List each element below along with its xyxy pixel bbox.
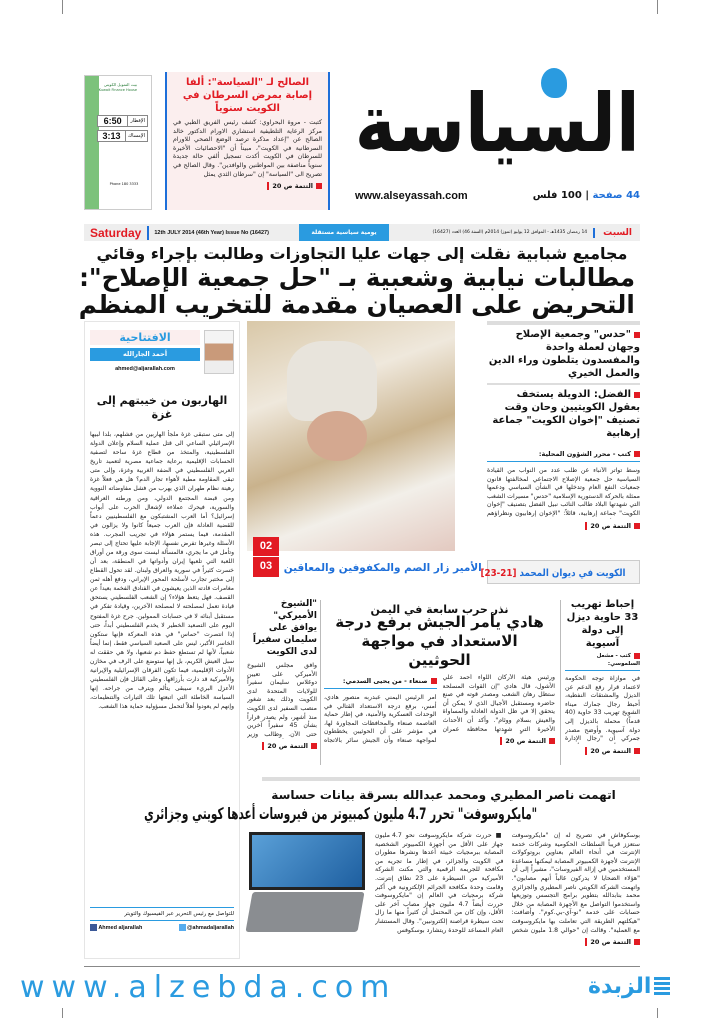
crop-mark [657,0,658,14]
alzebda-url[interactable]: www.alzebda.com [20,970,397,1005]
microsoft-headline[interactable]: "مايكروسوفت" تحرر 4.7 مليون كمبيوتر من فيروسات أعدها كويتي وجزائري [143,804,537,823]
side-stories [487,321,640,531]
tagline: يومية سياسية مستقلة [299,224,388,241]
day-en: Saturday [84,226,149,240]
prayer-row: 3:13 الإمساك [97,130,148,142]
day-ar: السبت [593,228,640,238]
microsoft-body-2: بوسكوفاش في تصريح له إن "مايكروسوفت ستعزز قريباً السلطات الحكومية وشركات خدمة الإنترنت في أنحاء العالم بعناوين بروتوكولات الإنترنت لأجهزة الكمبيوتر المصابة ليمكنها مساعدة المستخدمين في إزالة الفيروسات"، مشيراً إلى أن "هؤلاء الضحايا لا يدركون غالباً أنهم مصابون". واتهمت الشركة الكويتي ناصر المطيري والجزائري محمد بنابدالله بتطوير برامج التجسس وتوزيعها واستخدموا التواصل مع الأجهزة المصابة من خلال حسابات على خدمة "نو-آي-بي.كوم". وأضافت: "هيكلتهم الطريقة التي تعاملت بها مايكروسوفت مع العملية". وقالت إن "حوالي 1.8 مليون شخص [511,832,640,934]
side-headline-1[interactable]: "حدس" وجمعية الإصلاح وجهان لعملة واحدة والمفسدون يتلطون وراء الدين والعمل الخيري [488,329,640,379]
photo-page-badge[interactable]: 02 03 [253,537,279,577]
side-byline: كتب - محرر الشؤون المحلية: [538,450,631,458]
date-ar: 14 رمضان 1435هـ - الموافق 12 يوليو (تموز) 2014م (السنة 46) العدد (16427) [432,230,588,235]
photo-caption: الأمير زار الصم والمكفوفين والمعاقين [284,562,482,574]
newspaper-logo: السياسة [355,77,640,170]
senate-story: "الشيوخ الأميركي" يوافق على سليمان سفيراً لدى الكويت وافق مجلس الشيوخ الأميركي على تعيين دوغلاس سليمان سفيراً للولايات المتحدة لدى الكويت وذلك بعد شغور منصب السفير لدى الكويت منذ أشهر، ولم يصدر قراراً بشأن 45 سفيراً آخرين حتى الآن. وطالب وزير التتمة ص 20 [247,599,317,751]
twitter-link[interactable]: @ahmadaljarallah [179,924,234,933]
column-divider [560,600,561,765]
emir-photo [247,321,455,551]
teaser-body: كتبت - مروة البحراوي: كشف رئيس الفريق الطبي في مركز الرعاية التلطيفية استشاري الاورام الدكتور خالد الصالح عن "إعداد مذكرة ترصد الوضع الصحي للاورام السرطانية في الكويت"، مبيناً أن "الاحصائيات الأخيرة للسرطان في الكويت أكدت تسجيل ألفي حالة جديدة سنوياً مناصفة بين المواطنين والوافدين". وقال الصالح في تصريح الى "السياسة" إن "سرطان الثدي يمثل [173,119,322,178]
price: 100 فلس [532,190,582,201]
laptop-keyboard-image [247,832,367,936]
date-en: 12th JULY 2014 (46th Year) Issue No (16427) [154,229,269,236]
senate-body: وافق مجلس الشيوخ الأميركي على تعيين دوغلاس سليمان سفيراً للولايات المتحدة لدى الكويت وذلك بعد شغور منصب السفير لدى الكويت منذ أشهر، ولم يصدر قراراً بشأن 45 سفيراً آخرين حتى الآن. وطالب وزير [247,662,317,738]
menu-lines-icon [654,977,670,997]
phone: Phone 180 3333 [109,182,139,186]
website-link[interactable]: www.alseyassah.com [355,190,468,202]
yemen-headline[interactable]: هادي يأمر الجيش برفع درجة الاستعداد في مواجهة الحوثيين [335,613,544,669]
divider [262,777,640,781]
prayer-times-ad [84,75,152,210]
crop-mark [62,0,63,14]
column-divider [320,600,321,765]
editorial-title[interactable]: الهاربون من خيبتهم إلى غزة [96,394,228,421]
yemen-story: نذر حرب سابعة في اليمن هادي يأمر الجيش برفع درجة الاستعداد في مواجهة الحوثيين صنعاء - من يحيى السدمي: أمر الرئيس اليمني عبدربه منصور هادي، أمس، برفع درجة الاستعداد القتالي في الوحدات العسكرية والأمنية، في إطار حماية العاصمة صنعاء والمحافظات المجاورة لها، في مؤشر على أن الحوثيين يخططون لمواجهة صنعاء وأن الجيش سائر بالاتجاه ورئيس هيئة الأركان اللواء أحمد علي الأشول، قال هادي "إن القوات المسلحة ستظل رهان الشعب ومصدر قوته في صنع حاضره ومستقبل الأجيال الذي لا يمكن أن يتحقق إلا في ظل الدولة العادلة والمساواة والعيش بسلام ووئام". وأكد أن الأحداث الأخيرة التي شهدتها محافظة عمران التتمة ص 20 [324,603,555,746]
yemen-byline: صنعاء - من يحيى السدمي: [342,677,428,685]
yemen-body-2: ورئيس هيئة الأركان اللواء أحمد علي الأشول، قال هادي "إن القوات المسلحة ستظل رهان الشعب ومصدر قوته في صنع حاضره ومستقبل الأجيال الذي لا يمكن أن يتحقق إلا في ظل الدولة العادلة والمساواة والعيش بسلام ووئام". وأكد أن الأحداث الأخيرة التي شهدتها محافظة عمران [442,674,555,733]
diwan-box[interactable]: الكويت في ديوان المحمد [21-23] [487,560,640,584]
smuggling-headline[interactable]: إحباط تهريب 33 حاوية ديزل إلى دولة آسيوية [566,599,639,649]
crop-mark [62,1008,63,1018]
facebook-link[interactable]: Ahmed aljarallah [90,924,142,933]
author-photo [204,330,234,374]
facebook-icon [90,924,97,931]
editorial-body: إلى متى ستبقى غزة ملجأ الهاربين من فشلهم، بلدا لبيها الإسرائيلي الساعي الى قتل عملية السلام وإعلان الدولة الفلسطينية، والمتخذ من قطاع غزة ساحة لتصفية الحسابات الإقليمية برعاية جماعية مصرية لتعميد تاريخ العربي الفلسطيني في الضفة الغربية وغزة، وإلى متى تبقى المقاومة مطية لأهواء تجار الدم؟ هل هي فعلاً غزة رهينة نظام طهران الذي يهرب من فشل مفاوضاته النووية ومن قبضة المجتمع الدولي، ومن ورطته العراقية والسورية، فيحرك عملاءه لإشعال الحرب على أبواب إسرائيل؟ أما العرب المشتبكون مع الفلسطينيين دعماً للقضية العادلة فإن العرب جميعاً كانوا ولا يزالون في المقدمة، فيما يستمر هؤلاء في تجريب المجرب. هذه الأسئلة وغيرها تفرض نفسها، الإجابة عليها تحتاج إلى تبصر وتأمل في ما يجري، فالمسألة ليست سوى ورقة من أوراق اللعبة التي تلعبها إيران وأدواتها في المنطقة، بعد أن خسرت كثيراً في سورية والعراق ولبنان. لقد تحول القطاع إلى مختبر تجارب لأسلحة المحور الإيراني، ودفع أهله ثمن مغامرات قادته الذين يعيشون في الفنادق الفخمة بعيداً عن القصف. فهل يتعظ هؤلاء؟ إن الشعب الفلسطيني يستحق قيادة تعمل لمصلحته لا لمصلحة الآخرين، وقيادة تفكر في مستقبل أبنائه لا في حسابات الممولين. جرح غزة المفتوح اليوم على التصعيد الخطير لا يخدم الفلسطيني أبداً، حتى إذا انتصرت "حماس" في هذه المعركة فإنها ستكون الخاسر الأكبر، ليس على الصعيد السياسي فقط، إنما أيضاً شعبياً، لأنها لم تستطع حفظ دم شعبها، ولا هي حققت له سبل العيش الكريم، بل إنها ستوضع على الرف في مخازن الأدوات الإقليمية، فيما تكون الفرقان الإسرائيلية والإيرانية والأميركية قد دارت بأرزاقها. وعلى القائل فإن الفلسطيني الأعزل البريء سيبقى يتألم ويترف من جراحه. إنها السياسة الخاطئة التي اتبعتها تلك التيارات والتنظيمات، وإنهم لم يعودوا أهلاً لتحمل مسؤولية حماية هذا الشعب. [90,431,234,711]
bank-name: بيت التمويل الكويتي [103,82,137,87]
masthead: السياسة www.alseyassah.com 44 صفحة | 100 فلس [355,68,640,203]
lead-line-2: التحريض على العصيان مقدمة للتخريب المنظم [79,290,636,319]
microsoft-story: اتهمت ناصر المطيري ومحمد عبدالله بسرقة بيانات حساسة "مايكروسوفت" تحرر 4.7 مليون كمبيوتر من فيروسات أعدها كويتي وجزائري ■ حررت شركة مايكروسوفت نحو 4.7 مليون جهاز على الأقل من أجهزة الكمبيوتر الشخصية المصابة ببرمجيات خبيثة أعدها ونشرها مطوران في الكويت والجزائر، في إطار ما تجريه من مكافحة للجريمة الرقمية والتي مكنت الشركة الأميركية من السيطرة على 23 نطاق إنترنت. وقامت وحدة مكافحة الجرائم الإلكترونية في أكبر شركة برمجيات في العالم إن "مايكروسوفت حررت أيضاً 4.7 مليون جهاز مصاب آخر على الأقل، وإن كان من المحتمل أن كثيراً منها ما زال تحت سيطرة قراصنة إلكترونيين". وقال المستشار العام المساعد للوحدة ريتشارد بوسكوفس بوسكوفاش في تصريح له إن "مايكروسوفت ستعزز قريباً السلطات الحكومية وشركات خدمة الإنترنت في أنحاء العالم بعناوين بروتوكولات الإنترنت لأجهزة الكمبيوتر المصابة ليمكنها مساعدة المستخدمين في إزالة الفيروسات"، مشيراً إلى أن "هؤلاء الضحايا لا يدركون غالباً أنهم مصابون". واتهمت الشركة الكويتي ناصر المطيري والجزائري محمد بنابدالله بتطوير برامج التجسس وتوزيعها واستخدموا التواصل مع الأجهزة المصابة من خلال حسابات على خدمة "نو-آي-بي.كوم". وأضافت: "هيكلتهم الطريقة التي تعاملت بها مايكروسوفت مع العملية". وقالت إن "حوالي 1.8 مليون شخص التتمة ص 20 [247,784,640,952]
editorial-email[interactable]: ahmed@aljarallah.com [115,366,175,372]
alzebda-logo: الزبدة [588,972,670,1002]
lead-line-1: مطالبات نيابية وشعبية بـ "حل جمعية الإصلاح": [78,263,635,292]
footer-divider [84,966,640,967]
editorial-contact: للتواصل مع رئيس التحرير عبر الفيسبوك والتويتر [90,907,234,921]
crop-mark [657,1008,658,1018]
lead-kicker: مجاميع شبابية نقلت إلى جهات عليا التجاوزات وطالبت بإجراء وقائي [96,244,628,263]
editorial-author: أحمد الجارالله [90,348,200,361]
twitter-icon [179,924,186,931]
smuggling-body: في موازاة توجه الحكومة لاعتماد قرار رفع الدعم عن الديزل والمشتقات النفطية، أحبط رجال جمارك ميناء الشويخ تهريب 33 حاوية (40 قدماً) محملة بالديزل إلى دولة آسيوية. وأوضح مصدر جمركي أن "رجال الإدارة [565,675,640,743]
bank-name-en: Kuwait Finance House [98,88,137,92]
teaser-box[interactable] [165,72,330,210]
prayer-row: 6:50 الإفطار [97,115,148,127]
side-continue: التتمة ص 20 [590,521,631,530]
microsoft-body-1: ■ حررت شركة مايكروسوفت نحو 4.7 مليون جهاز على الأقل من أجهزة الكمبيوتر الشخصية المصابة ببرمجيات خبيثة أعدها ونشرها مطوران في الكويت والجزائر، في إطار ما تجريه من مكافحة للجريمة الرقمية والتي مكنت الشركة الأميركية من السيطرة على 23 نطاق إنترنت. وقامت وحدة مكافحة الجرائم الإلكترونية في أكبر شركة برمجيات في العالم إن "مايكروسوفت حررت أيضاً 4.7 مليون جهاز مصاب آخر على الأقل، وإن كان من المحتمل أن كثيراً منها ما زال تحت سيطرة قراصنة إلكترونيين". وقال المستشار العام المساعد للوحدة ريتشارد بوسكوفس [375,832,504,934]
side-body: وسط تواتر الأنباء عن طلب عدد من النواب من القيادة السياسية حل جمعية الإصلاح الاجتماعي لمخالفتها قانون جمعيات النفع العام وتدخلها في الشأن السياسي ودعمها ممثلة بالحركة الدستورية الإسلامية "حدس" مسيرات الشغب التي شهدتها البلاد طالب النائب نبيل الفضل بتصنيف "إخوان الكويت" جماعة إرهابية، قائلاً: "الإخوان إرهابيون ونظراؤهم [487,467,640,517]
lead-story-headline[interactable] [78,244,640,319]
side-headline-2[interactable]: الفضل: الدويلة يستخف بعقول الكويتيين وحان وقت تصنيف "إخوان الكويت" جماعة إرهابية [492,389,640,439]
page-count: 44 صفحة [592,190,640,201]
senate-headline[interactable]: "الشيوخ الأميركي" يوافق على سليمان سفيراً لدى الكويت [252,599,317,657]
editorial-column [84,321,240,959]
teaser-title[interactable]: الصالح لـ "السياسة": ألفا إصابة بمرض السرطان في الكويت سنوياً [182,77,313,114]
yemen-body-1: أمر الرئيس اليمني عبدربه منصور هادي، أمس، برفع درجة الاستعداد القتالي في الوحدات العسكرية والأمنية، في إطار حماية العاصمة صنعاء والمحافظات المجاورة لها، في مؤشر على أن الحوثيين يخططون لمواجهة صنعاء وأن الجيش سائر بالاتجاه [324,694,437,744]
microsoft-kicker: اتهمت ناصر المطيري ومحمد عبدالله بسرقة بيانات حساسة [271,788,616,802]
smuggling-story: إحباط تهريب 33 حاوية ديزل إلى دولة آسيوية كتب - مشعل السلموسي: في موازاة توجه الحكومة لاعتماد قرار رفع الدعم عن الديزل والمشتقات النفطية، أحبط رجال جمارك ميناء الشويخ تهريب 33 حاوية (40 قدماً) محملة بالديزل إلى دولة آسيوية. وأوضح مصدر جمركي أن "رجال الإدارة التتمة ص 20 [565,599,640,755]
teaser-continue: التتمة ص 20 [272,182,313,191]
date-bar [84,224,640,241]
editorial-section: الافتتاحية [90,330,200,345]
yemen-kicker: نذر حرب سابعة في اليمن [370,603,509,616]
